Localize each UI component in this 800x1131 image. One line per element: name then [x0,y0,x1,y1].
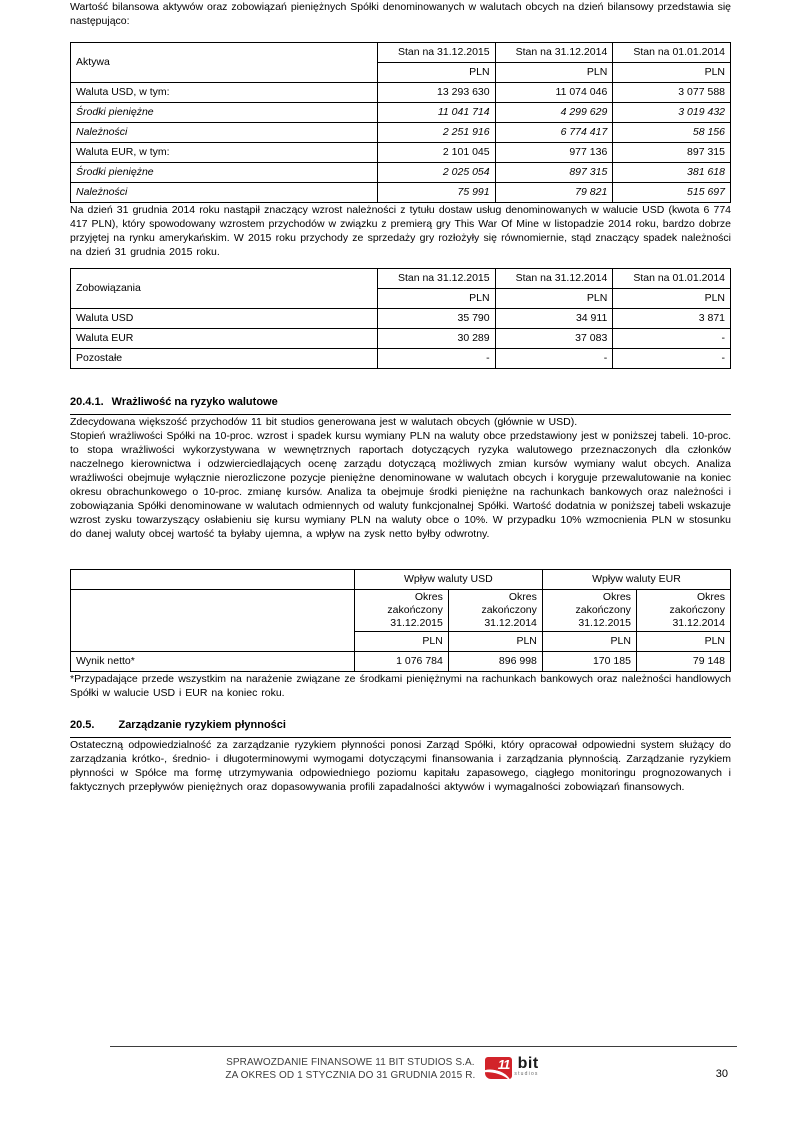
table-row [71,123,731,143]
group-header-eur: Wpływ waluty EUR [542,570,730,590]
unit-pln: PLN [613,63,731,83]
sensitivity-detail-paragraph: Stopień wrażliwości Spółki na 10-proc. wzrost i spadek kursu wymiany PLN na waluty obce przedstawiony jest w poniższej tabeli. 10-proc. to stopa wrażliwości wykorzystywana w wewnętrznych raportach dotyczących ryzyka walutowego przeznaczonych dla członków naczelnego kierownictwa i odzwierciedlających ocenę zarządu dotyczącą możliwych zmian kursów wymiany walut obcych. Analiza wrażliwości obejmuje wyłącznie nierozliczone pozycje pieniężne denominowane w walutach obcych i koryguje przewalutowanie na koniec okresu obrachunkowego o 10-proc. zmianę kursów. Analiza ta obejmuje środki pieniężne na rachunkach bankowych oraz należności i zobowiązania Spółki denominowane w walutach odmiennych od waluty funkcjonalnej Spółki. Wartość dodatnia w poniższej tabeli wskazuje wzrost zysku towarzyszący osłabieniu się kursu wymiany PLN na waluty obce o 10%. W przypadku 10% wzmocnienia PLN w stosunku do danej waluty obcej wartość ta byłaby ujemna, a wpływ na zysk netto byłby odwrotny. [70,430,731,540]
table-row [71,309,731,329]
cell-value: 2 251 916 [377,123,495,143]
footer-line-2: ZA OKRES OD 1 STYCZNIA DO 31 GRUDNIA 2015 R. [225,1070,476,1081]
cell-value: 3 077 588 [613,83,731,103]
liabilities-col-header-2015: Stan na 31.12.2015 [377,269,495,289]
table-row [71,143,731,163]
cell-value: 13 293 630 [377,83,495,103]
table-row [71,349,731,369]
usd-receivables-paragraph: Na dzień 31 grudnia 2014 roku nastąpił znaczący wzrost należności z tytułu dostaw usług denominowanych w walucie USD (kwota 6 774 417 PLN), który spowodowany wzrostem przychodów w związku z premierą gry This War Of Mine w listopadzie 2014 roku, bardzo dobrze przyjętej na rynku amerykańskim. W 2015 roku przychody ze sprzedaży gry rozłożyły się równomiernie, stąd znaczący spadek należności na dzień 31 grudnia 2015 roku. [70,204,731,258]
cell-value: - [495,349,613,369]
cell-value: - [377,349,495,369]
assets-table [70,42,731,203]
assets-header-row [71,43,731,63]
cell-value: 1 076 784 [354,652,448,672]
logo-number: 11 [497,1057,510,1072]
cell-value: 79 821 [495,183,613,203]
logo-bit-text: bit [517,1055,539,1072]
section-number: 20.4.1. [70,396,104,408]
cell-value: 381 618 [613,163,731,183]
cell-value: 75 991 [377,183,495,203]
cell-value: 11 041 714 [377,103,495,123]
table-row [71,652,731,672]
cell-value: 30 289 [377,329,495,349]
cell-value: 515 697 [613,183,731,203]
cell-value: 2 101 045 [377,143,495,163]
section-title: Wrażliwość na ryzyko walutowe [111,396,278,408]
cell-value: 58 156 [613,123,731,143]
assets-table-title: Aktywa [71,43,378,83]
section-heading-20-5 [70,719,731,738]
cell-value: 4 299 629 [495,103,613,123]
cell-value: 897 315 [495,163,613,183]
liabilities-table [70,268,731,369]
page-number: 30 [715,1068,728,1080]
section-number: 20.5. [70,719,95,731]
unit-pln: PLN [354,632,448,652]
table-row [71,83,731,103]
logo-wordmark [514,1057,538,1077]
row-label: Środki pieniężne [71,163,378,183]
row-label: Waluta EUR [71,329,378,349]
period-header: Okres zakończony 31.12.2014 [636,590,730,632]
unit-pln: PLN [542,632,636,652]
row-label: Należności [71,123,378,143]
cell-value: 3 871 [613,309,731,329]
cell-value: - [613,349,731,369]
row-label: Należności [71,183,378,203]
cell-value: 34 911 [495,309,613,329]
unit-pln: PLN [377,63,495,83]
11bit-logo-badge-icon [485,1057,512,1079]
cell-value: 37 083 [495,329,613,349]
table-row [71,163,731,183]
row-label: Waluta USD, w tym: [71,83,378,103]
row-label: Waluta USD [71,309,378,329]
liabilities-col-header-2014: Stan na 31.12.2014 [495,269,613,289]
footnote-paragraph: *Przypadające przede wszystkim na narażenie związane ze środkami pieniężnymi na rachunkach bankowych oraz należności handlowych Spółki w walucie USD i EUR na koniec roku. [70,673,731,699]
liabilities-table-title: Zobowiązania [71,269,378,309]
logo-studios-text: studios [514,1071,539,1077]
cell-value: 3 019 432 [613,103,731,123]
liabilities-header-row [71,269,731,289]
footer-report-title [225,1056,475,1082]
table-row [71,183,731,203]
sensitivity-intro-paragraph: Zdecydowana większość przychodów 11 bit studios generowana jest w walutach obcych (głównie w USD). [70,416,578,428]
row-label: Wynik netto* [71,652,355,672]
section-title: Zarządzanie ryzykiem płynności [118,719,286,731]
sensitivity-table [70,569,731,672]
cell-value: 11 074 046 [495,83,613,103]
group-header-usd: Wpływ waluty USD [354,570,542,590]
unit-pln: PLN [495,63,613,83]
empty-cell [71,570,355,590]
liabilities-col-header-0101: Stan na 01.01.2014 [613,269,731,289]
assets-col-header-2015: Stan na 31.12.2015 [377,43,495,63]
table-row [71,103,731,123]
row-label: Pozostałe [71,349,378,369]
cell-value: 2 025 054 [377,163,495,183]
cell-value: 170 185 [542,652,636,672]
sensitivity-group-row [71,570,731,590]
period-header: Okres zakończony 31.12.2015 [354,590,448,632]
intro-paragraph: Wartość bilansowa aktywów oraz zobowiązań pieniężnych Spółki denominowanych w walutach obcych na dzień bilansowy przedstawia się następująco: [70,1,731,27]
unit-pln: PLN [495,289,613,309]
cell-value: 79 148 [636,652,730,672]
section-heading-20-4-1 [70,396,731,415]
cell-value: 896 998 [448,652,542,672]
empty-cell [71,590,355,652]
table-row [71,329,731,349]
page-content [70,0,731,794]
liquidity-paragraph: Ostateczną odpowiedzialność za zarządzanie ryzykiem płynności ponosi Zarząd Spółki, który opracował odpowiedni system służący do zarządzania krótko-, średnio- i długoterminowymi wymogami dotyczącymi finansowania i zarządzania płynnością. Zarządzanie ryzykiem płynności w Spółce ma formę utrzymywania odpowiedniego poziomu kapitału zapasowego, ciągłego monitoringu prognozowanych i faktycznych przepływów pieniężnych oraz dopasowywania profili zapadalności aktywów i wymagalności zobowiązań finansowych. [70,739,731,793]
cell-value: - [613,329,731,349]
sensitivity-period-row [71,590,731,632]
unit-pln: PLN [636,632,730,652]
period-header: Okres zakończony 31.12.2014 [448,590,542,632]
cell-value: 977 136 [495,143,613,163]
unit-pln: PLN [377,289,495,309]
cell-value: 6 774 417 [495,123,613,143]
unit-pln: PLN [448,632,542,652]
assets-col-header-2014: Stan na 31.12.2014 [495,43,613,63]
footer-line-1: SPRAWOZDANIE FINANSOWE 11 BIT STUDIOS S.A. [226,1057,475,1068]
row-label: Waluta EUR, w tym: [71,143,378,163]
footer-divider [110,1046,737,1047]
page-footer [0,1046,800,1082]
11bit-studios-logo [485,1057,538,1079]
period-header: Okres zakończony 31.12.2015 [542,590,636,632]
row-label: Środki pieniężne [71,103,378,123]
unit-pln: PLN [613,289,731,309]
cell-value: 35 790 [377,309,495,329]
cell-value: 897 315 [613,143,731,163]
assets-col-header-0101: Stan na 01.01.2014 [613,43,731,63]
